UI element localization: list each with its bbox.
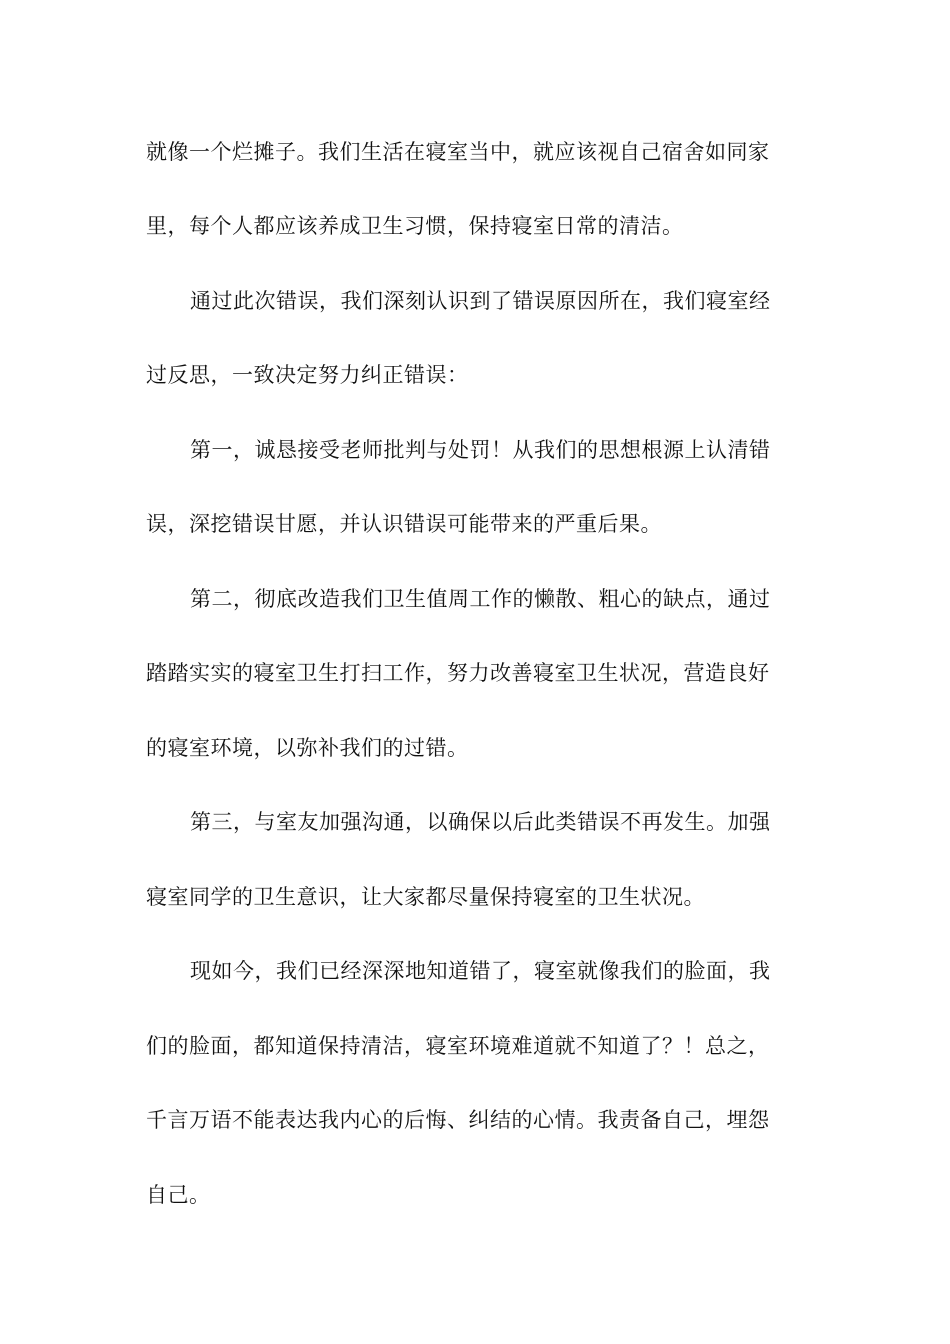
body-text-line: 千言万语不能表达我内心的后悔、纠结的心情。我责备自己，埋怨 [146, 1108, 770, 1132]
body-text-line: 误，深挖错误甘愿，并认识错误可能带来的严重后果。 [146, 512, 662, 536]
paragraph-first-line: 第二，彻底改造我们卫生值周工作的懒散、粗心的缺点，通过 [190, 587, 771, 611]
body-text-line: 里，每个人都应该养成卫生习惯，保持寝室日常的清洁。 [146, 214, 684, 238]
body-text-line: 寝室同学的卫生意识，让大家都尽量保持寝室的卫生状况。 [146, 885, 705, 909]
body-text-line: 们的脸面，都知道保持清洁，寝室环境难道就不知道了？！总之， [146, 1034, 770, 1058]
body-text-line: 踏踏实实的寝室卫生打扫工作，努力改善寝室卫生状况，营造良好 [146, 661, 770, 685]
paragraph-first-line: 第一，诚恳接受老师批判与处罚！从我们的思想根源上认清错 [190, 438, 771, 462]
paragraph-first-line: 通过此次错误，我们深刻认识到了错误原因所在，我们寝室经 [190, 289, 771, 313]
body-text-line: 自己。 [146, 1183, 211, 1207]
body-text-line: 就像一个烂摊子。我们生活在寝室当中，就应该视自己宿舍如同家 [146, 140, 770, 164]
paragraph-first-line: 现如今，我们已经深深地知道错了，寝室就像我们的脸面，我 [190, 959, 771, 983]
body-text-line: 过反思，一致决定努力纠正错误： [146, 363, 469, 387]
body-text-line: 的寝室环境，以弥补我们的过错。 [146, 736, 469, 760]
paragraph-first-line: 第三，与室友加强沟通，以确保以后此类错误不再发生。加强 [190, 810, 771, 834]
